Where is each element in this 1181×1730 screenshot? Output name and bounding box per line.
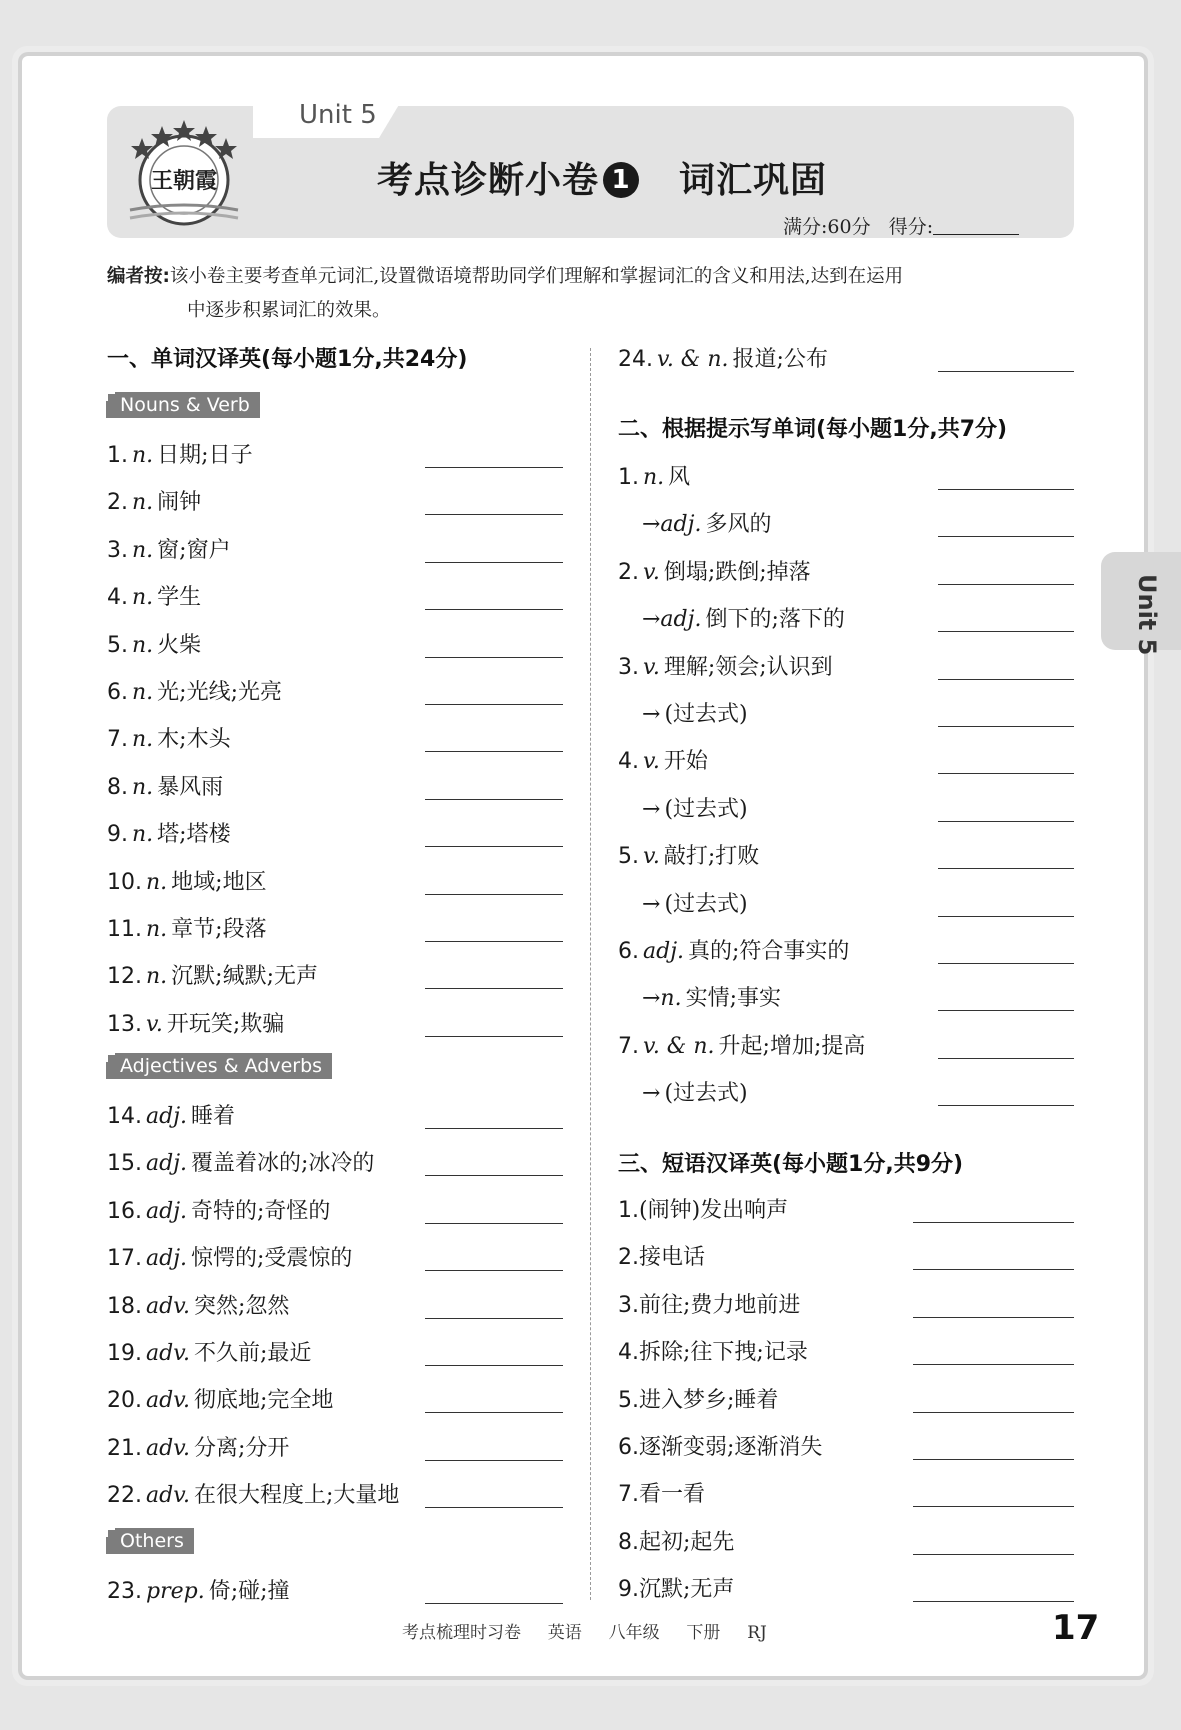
item-row: [107, 1194, 330, 1225]
part-of-speech: v.: [643, 654, 660, 680]
answer-blank[interactable]: [913, 1363, 1074, 1365]
item-number: 13.: [107, 1011, 142, 1037]
item-text: 彻底地;完全地: [194, 1388, 334, 1414]
part-of-speech: n.: [146, 964, 168, 990]
item-number: 14.: [107, 1104, 142, 1129]
item-text: 倒塌;跌倒;掉落: [663, 559, 811, 585]
item-text: 闹钟: [157, 490, 202, 516]
item-number: 5.: [618, 844, 639, 870]
item-number: 16.: [107, 1198, 142, 1224]
side-unit-tab: [1101, 552, 1181, 656]
answer-blank[interactable]: [425, 703, 563, 705]
answer-blank[interactable]: [913, 1411, 1074, 1413]
item-row: [107, 628, 201, 659]
part-of-speech: adv.: [146, 1435, 191, 1461]
answer-blank[interactable]: [425, 845, 563, 847]
item-text: 实情;事实: [685, 986, 782, 1012]
unit-label: Unit 5: [299, 100, 377, 130]
item-text: 倚;碰;撞: [208, 1579, 290, 1604]
item-text: 多风的: [705, 512, 772, 538]
answer-blank[interactable]: [425, 1317, 563, 1319]
item-row: [107, 817, 231, 848]
answer-blank[interactable]: [425, 1411, 563, 1413]
part-of-speech: v. & n.: [643, 1033, 715, 1059]
item-row: [618, 555, 811, 586]
item-row: [618, 934, 849, 965]
item-row: [642, 981, 781, 1012]
item-number: 1.: [107, 443, 128, 468]
item-number: 6.: [107, 680, 128, 705]
item-text: 真的;符合事实的: [688, 939, 850, 964]
item-number: 4.: [618, 1340, 639, 1366]
item-text: 窗;窗户: [157, 537, 231, 563]
item-row: [107, 1146, 374, 1177]
answer-blank[interactable]: [425, 1506, 563, 1508]
item-text: 升起;增加;提高: [718, 1033, 866, 1059]
item-text: 沉默;缄默;无声: [171, 964, 318, 990]
item-number: 1.: [618, 1198, 639, 1223]
part-of-speech: n.: [643, 465, 665, 490]
item-row: [107, 1431, 289, 1462]
item-number: 7.: [618, 1482, 639, 1508]
part-of-speech: n.: [146, 869, 168, 895]
item-row: [618, 342, 828, 373]
answer-blank[interactable]: [425, 1222, 563, 1224]
part-of-speech: adv.: [146, 1293, 191, 1319]
answer-blank[interactable]: [425, 750, 563, 752]
part-of-speech: v.: [643, 844, 660, 870]
item-text: 不久前;最近: [194, 1341, 312, 1366]
part-of-speech: →n.: [642, 986, 682, 1012]
score-blank[interactable]: [933, 216, 1019, 235]
part-of-speech: n.: [132, 632, 154, 658]
category-badge: Nouns & Verb: [106, 392, 260, 418]
part-of-speech: →: [642, 702, 661, 727]
item-number: 8.: [618, 1529, 639, 1555]
page-title: [377, 152, 827, 203]
answer-blank[interactable]: [938, 1009, 1074, 1011]
item-row: [618, 1572, 734, 1603]
part-of-speech: adv.: [146, 1388, 191, 1414]
item-number: 18.: [107, 1293, 142, 1319]
answer-blank[interactable]: [425, 1127, 563, 1129]
item-row: [618, 1193, 788, 1224]
item-row: [618, 650, 833, 681]
item-text: 分离;分开: [194, 1435, 290, 1461]
item-text: (过去式): [664, 1081, 748, 1107]
answer-blank[interactable]: [913, 1600, 1074, 1602]
item-number: 9.: [107, 822, 128, 848]
item-text: 开始: [663, 749, 708, 775]
item-text: 拆除;往下拽;记录: [639, 1340, 808, 1366]
answer-blank[interactable]: [938, 678, 1074, 680]
item-number: 6.: [618, 1435, 639, 1460]
item-row: [107, 675, 282, 706]
item-row: [618, 1240, 705, 1271]
answer-blank[interactable]: [938, 370, 1074, 372]
item-text: (过去式): [664, 891, 748, 917]
answer-blank[interactable]: [938, 915, 1074, 917]
item-row: [618, 1335, 808, 1366]
item-text: 沉默;无声: [639, 1577, 735, 1603]
item-text: 日期;日子: [157, 443, 253, 468]
item-number: 2.: [618, 1245, 639, 1271]
item-row: [618, 744, 708, 775]
item-row: [642, 887, 748, 918]
item-row: [642, 1076, 748, 1107]
item-row: [107, 1336, 311, 1367]
part-of-speech: →: [642, 1081, 661, 1107]
item-number: 2.: [107, 490, 128, 516]
item-text: 风: [668, 465, 691, 490]
answer-blank[interactable]: [938, 583, 1074, 585]
item-number: 3.: [107, 537, 128, 563]
answer-blank[interactable]: [938, 535, 1074, 537]
item-text: 在很大程度上;大量地: [194, 1483, 400, 1509]
item-number: 20.: [107, 1388, 142, 1414]
item-row: [107, 722, 231, 753]
item-text: (过去式): [664, 702, 748, 727]
title-suffix: 词汇巩固: [679, 160, 828, 201]
answer-blank[interactable]: [425, 513, 563, 515]
answer-blank[interactable]: [425, 940, 563, 942]
item-row: [618, 1288, 800, 1319]
part-of-speech: adj.: [146, 1151, 188, 1177]
item-number: 10.: [107, 869, 142, 895]
item-text: 敲打;打败: [663, 844, 760, 870]
score-line: [783, 212, 1019, 239]
item-text: 暴风雨: [157, 774, 224, 800]
item-number: 19.: [107, 1341, 142, 1366]
item-text: 光;光线;光亮: [157, 680, 282, 705]
item-text: 覆盖着冰的;冰冷的: [191, 1151, 375, 1177]
item-number: 21.: [107, 1435, 142, 1461]
part-of-speech: adj.: [146, 1104, 188, 1129]
item-text: 接电话: [639, 1245, 706, 1271]
item-row: [618, 1029, 865, 1060]
item-text: 倒下的;落下的: [705, 607, 845, 633]
answer-blank[interactable]: [913, 1221, 1074, 1223]
editor-note-line2: 中逐步积累词汇的效果。: [187, 300, 391, 321]
part-of-speech: v. & n.: [657, 347, 729, 372]
part-of-speech: →: [642, 796, 661, 822]
item-row: [107, 1289, 289, 1320]
part-of-speech: adv.: [146, 1341, 191, 1366]
item-number: 6.: [618, 939, 639, 964]
item-number: 23.: [107, 1579, 142, 1604]
item-row: [107, 1007, 284, 1038]
item-number: 3.: [618, 1292, 639, 1318]
answer-blank[interactable]: [425, 656, 563, 658]
page-number: 17: [1052, 1608, 1100, 1648]
item-row: [642, 792, 748, 823]
item-row: [107, 770, 223, 801]
category-badge: Others: [106, 1528, 194, 1554]
item-text: 理解;领会;认识到: [663, 654, 833, 680]
part-of-speech: n.: [146, 917, 168, 942]
item-row: [107, 438, 253, 469]
answer-blank[interactable]: [425, 798, 563, 800]
answer-blank[interactable]: [938, 962, 1074, 964]
answer-blank[interactable]: [425, 893, 563, 895]
answer-blank[interactable]: [913, 1553, 1074, 1555]
item-number: 5.: [618, 1387, 639, 1413]
answer-blank[interactable]: [425, 1035, 563, 1037]
item-row: [107, 1383, 333, 1414]
item-text: 地域;地区: [171, 869, 267, 895]
item-number: 11.: [107, 917, 142, 942]
item-row: [618, 839, 759, 870]
part-of-speech: adj.: [146, 1198, 188, 1224]
item-text: 报道;公布: [732, 347, 828, 372]
item-text: 章节;段落: [171, 917, 267, 942]
column-divider: [590, 348, 591, 1600]
part-of-speech: n.: [132, 585, 154, 611]
item-number: 22.: [107, 1483, 142, 1509]
item-row: [107, 1574, 290, 1605]
part-of-speech: n.: [132, 443, 154, 468]
item-text: 看一看: [639, 1482, 706, 1508]
part-of-speech: v.: [643, 749, 660, 775]
part-of-speech: →adj.: [642, 607, 702, 633]
item-text: 惊愕的;受震惊的: [191, 1246, 353, 1272]
item-number: 15.: [107, 1151, 142, 1177]
item-text: 进入梦乡;睡着: [639, 1387, 779, 1413]
answer-blank[interactable]: [938, 820, 1074, 822]
part-of-speech: n.: [132, 727, 154, 753]
item-number: 4.: [107, 585, 128, 611]
answer-blank[interactable]: [913, 1505, 1074, 1507]
item-number: 12.: [107, 964, 142, 990]
item-number: 1.: [618, 465, 639, 490]
part-of-speech: n.: [132, 774, 154, 800]
part-of-speech: n.: [132, 490, 154, 516]
part-of-speech: n.: [132, 822, 154, 848]
answer-blank[interactable]: [425, 1269, 563, 1271]
answer-blank[interactable]: [913, 1458, 1074, 1460]
item-text: 学生: [157, 585, 202, 611]
item-row: [618, 1430, 822, 1461]
answer-blank[interactable]: [913, 1268, 1074, 1270]
item-row: [107, 1241, 352, 1272]
part-of-speech: →: [642, 891, 661, 917]
item-row: [642, 602, 845, 633]
part-of-speech: →adj.: [642, 512, 702, 538]
item-text: 起初;起先: [639, 1529, 735, 1555]
item-number: 9.: [618, 1577, 639, 1603]
item-text: 木;木头: [157, 727, 231, 753]
item-row: [107, 912, 267, 943]
title-prefix: 考点诊断小卷: [377, 160, 600, 201]
item-text: 逐渐变弱;逐渐消失: [639, 1435, 823, 1460]
section2-title: 二、根据提示写单词(每小题1分,共7分): [618, 417, 1008, 442]
item-row: [107, 959, 318, 990]
answer-blank[interactable]: [913, 1316, 1074, 1318]
item-text: (闹钟)发出响声: [639, 1198, 789, 1223]
answer-blank[interactable]: [938, 772, 1074, 774]
item-row: [107, 1099, 235, 1130]
item-row: [618, 460, 690, 491]
answer-blank[interactable]: [425, 1459, 563, 1461]
score-text: 满分:60分 得分:: [783, 216, 934, 238]
item-text: 睡着: [191, 1104, 236, 1129]
answer-blank[interactable]: [938, 725, 1074, 727]
item-number: 2.: [618, 559, 639, 585]
item-number: 7.: [618, 1033, 639, 1059]
item-number: 8.: [107, 774, 128, 800]
answer-blank[interactable]: [425, 1602, 563, 1604]
logo-text: 王朝霞: [150, 168, 218, 194]
part-of-speech: adj.: [643, 939, 685, 964]
item-text: 火柴: [157, 632, 202, 658]
answer-blank[interactable]: [425, 608, 563, 610]
editor-note-label: 编者按:: [107, 266, 170, 287]
section1-title: 一、单词汉译英(每小题1分,共24分): [107, 347, 468, 372]
item-text: 前往;费力地前进: [639, 1292, 801, 1318]
title-number-badge: 1: [603, 162, 639, 198]
item-row: [107, 580, 201, 611]
part-of-speech: n.: [132, 680, 154, 705]
item-row: [107, 485, 201, 516]
item-text: 开玩笑;欺骗: [166, 1011, 285, 1037]
part-of-speech: n.: [132, 537, 154, 563]
answer-blank[interactable]: [425, 1174, 563, 1176]
answer-blank[interactable]: [425, 561, 563, 563]
item-number: 24.: [618, 347, 653, 372]
editor-note: [107, 260, 1077, 328]
side-tab-label: Unit 5: [1133, 574, 1161, 656]
item-number: 4.: [618, 749, 639, 775]
item-row: [107, 533, 231, 564]
answer-blank[interactable]: [425, 1364, 563, 1366]
answer-blank[interactable]: [938, 630, 1074, 632]
answer-blank[interactable]: [938, 867, 1074, 869]
part-of-speech: adv.: [146, 1483, 191, 1509]
item-row: [618, 1477, 705, 1508]
answer-blank[interactable]: [938, 1104, 1074, 1106]
item-number: 3.: [618, 654, 639, 680]
star-seal-logo: [124, 118, 244, 230]
answer-blank[interactable]: [938, 1057, 1074, 1059]
item-row: [618, 1383, 778, 1414]
part-of-speech: v.: [146, 1011, 163, 1037]
footer-text: 考点梳理时习卷 英语 八年级 下册 RJ: [402, 1623, 767, 1643]
item-text: (过去式): [664, 796, 748, 822]
item-text: 塔;塔楼: [157, 822, 231, 848]
part-of-speech: prep.: [146, 1579, 205, 1604]
item-number: 7.: [107, 727, 128, 753]
editor-note-line1: 该小卷主要考查单元词汇,设置微语境帮助同学们理解和掌握词汇的含义和用法,达到在运用: [169, 266, 904, 287]
item-text: 奇特的;奇怪的: [191, 1198, 331, 1224]
item-text: 突然;忽然: [194, 1293, 290, 1319]
part-of-speech: v.: [643, 559, 660, 585]
part-of-speech: adj.: [146, 1246, 188, 1272]
item-row: [107, 865, 267, 896]
section3-title: 三、短语汉译英(每小题1分,共9分): [618, 1152, 964, 1177]
item-row: [618, 1525, 734, 1556]
answer-blank[interactable]: [425, 987, 563, 989]
answer-blank[interactable]: [425, 466, 563, 468]
item-row: [642, 697, 748, 728]
answer-blank[interactable]: [938, 488, 1074, 490]
item-row: [642, 507, 771, 538]
item-row: [107, 1478, 399, 1509]
item-number: 5.: [107, 632, 128, 658]
item-number: 17.: [107, 1246, 142, 1272]
category-badge: Adjectives & Adverbs: [106, 1053, 332, 1079]
